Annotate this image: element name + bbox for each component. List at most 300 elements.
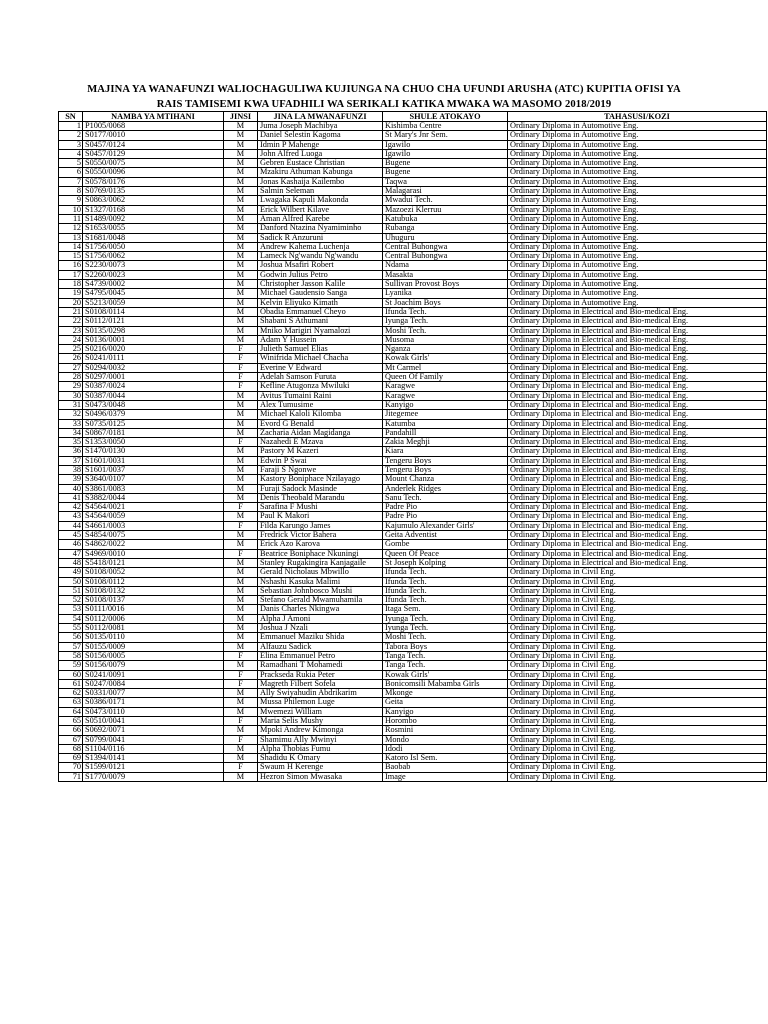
cell-school: Bonicomsili Mabamba Girls — [383, 679, 508, 688]
cell-student-name: Alpha Thobias Fumu — [258, 744, 383, 753]
cell-exam-number: S0473/0110 — [83, 707, 224, 716]
cell-gender: M — [224, 168, 258, 177]
cell-school: Ifunda Tech. — [383, 307, 508, 316]
cell-course: Ordinary Diploma in Automotive Eng. — [508, 122, 767, 131]
cell-course: Ordinary Diploma in Automotive Eng. — [508, 168, 767, 177]
cell-sn: 21 — [59, 307, 83, 316]
cell-sn: 30 — [59, 391, 83, 400]
table-row — [59, 335, 767, 344]
cell-gender: M — [224, 465, 258, 474]
cell-sn: 2 — [59, 131, 83, 140]
cell-course: Ordinary Diploma in Civil Eng. — [508, 698, 767, 707]
cell-gender: M — [224, 726, 258, 735]
cell-student-name: Pastory M Kazeri — [258, 447, 383, 456]
cell-course: Ordinary Diploma in Electrical and Bio-medical Eng. — [508, 335, 767, 344]
table-row — [59, 512, 767, 521]
cell-gender: M — [224, 698, 258, 707]
cell-exam-number: S4795/0045 — [83, 289, 224, 298]
cell-sn: 38 — [59, 465, 83, 474]
cell-student-name: Mniko Marigiri Nyamalozi — [258, 326, 383, 335]
table-row — [59, 438, 767, 447]
cell-gender: M — [224, 642, 258, 651]
cell-school: Sanu Tech. — [383, 493, 508, 502]
cell-student-name: Alfauzu Sadick — [258, 642, 383, 651]
cell-course: Ordinary Diploma in Electrical and Bio-medical Eng. — [508, 307, 767, 316]
table-row — [59, 131, 767, 140]
cell-school: Lyanika — [383, 289, 508, 298]
cell-exam-number: S0216/0020 — [83, 345, 224, 354]
cell-school: Geita — [383, 698, 508, 707]
table-row — [59, 689, 767, 698]
cell-exam-number: S0457/0124 — [83, 140, 224, 149]
cell-exam-number: S0241/0091 — [83, 670, 224, 679]
cell-gender: M — [224, 326, 258, 335]
cell-gender: M — [224, 586, 258, 595]
cell-student-name: Nshashi Kasuka Malimi — [258, 577, 383, 586]
cell-course: Ordinary Diploma in Automotive Eng. — [508, 205, 767, 214]
cell-gender: M — [224, 270, 258, 279]
cell-exam-number: S0177/0010 — [83, 131, 224, 140]
cell-exam-number: S0387/0044 — [83, 391, 224, 400]
table-row — [59, 373, 767, 382]
cell-student-name: Alpha J Amoni — [258, 614, 383, 623]
cell-gender: M — [224, 428, 258, 437]
cell-gender: M — [224, 624, 258, 633]
cell-sn: 19 — [59, 289, 83, 298]
cell-school: Central Buhongwa — [383, 252, 508, 261]
cell-student-name: Furaji Sadock Masinde — [258, 484, 383, 493]
table-row — [59, 196, 767, 205]
cell-student-name: Joshua J Nzali — [258, 624, 383, 633]
cell-exam-number: S4661/0003 — [83, 521, 224, 530]
cell-student-name: Fredrick Victor Bahera — [258, 531, 383, 540]
cell-school: Igawilo — [383, 140, 508, 149]
cell-exam-number: S0135/0110 — [83, 633, 224, 642]
cell-student-name: Stefano Gerald Mwamuhamila — [258, 596, 383, 605]
cell-school: Tengeru Boys — [383, 456, 508, 465]
cell-school: Karagwe — [383, 382, 508, 391]
cell-sn: 70 — [59, 763, 83, 772]
cell-course: Ordinary Diploma in Automotive Eng. — [508, 177, 767, 186]
cell-sn: 44 — [59, 521, 83, 530]
table-row — [59, 317, 767, 326]
cell-student-name: Danford Ntazina Nyamiminho — [258, 224, 383, 233]
table-row — [59, 410, 767, 419]
cell-course: Ordinary Diploma in Civil Eng. — [508, 717, 767, 726]
cell-student-name: Swaum H Kerenge — [258, 763, 383, 772]
cell-student-name: Andrew Kahema Luchenja — [258, 242, 383, 251]
cell-gender: M — [224, 307, 258, 316]
cell-student-name: Adelah Samson Furuta — [258, 373, 383, 382]
table-row — [59, 586, 767, 595]
cell-exam-number: S0769/0135 — [83, 187, 224, 196]
cell-course: Ordinary Diploma in Civil Eng. — [508, 689, 767, 698]
cell-school: Ifunda Tech. — [383, 596, 508, 605]
cell-student-name: Avitus Tumaini Raini — [258, 391, 383, 400]
table-row — [59, 122, 767, 131]
cell-exam-number: S0496/0379 — [83, 410, 224, 419]
table-row — [59, 205, 767, 214]
cell-sn: 3 — [59, 140, 83, 149]
cell-gender: M — [224, 661, 258, 670]
table-row — [59, 531, 767, 540]
cell-gender: M — [224, 493, 258, 502]
cell-school: Idodi — [383, 744, 508, 753]
cell-sn: 67 — [59, 735, 83, 744]
cell-sn: 32 — [59, 410, 83, 419]
cell-school: Tabora Boys — [383, 642, 508, 651]
cell-course: Ordinary Diploma in Electrical and Bio-medical Eng. — [508, 447, 767, 456]
cell-course: Ordinary Diploma in Automotive Eng. — [508, 196, 767, 205]
cell-school: Mt Carmel — [383, 363, 508, 372]
table-row — [59, 224, 767, 233]
cell-student-name: Winifrida Michael Chacha — [258, 354, 383, 363]
cell-school: Malagarasi — [383, 187, 508, 196]
cell-school: Central Buhongwa — [383, 242, 508, 251]
cell-school: Padre Pio — [383, 512, 508, 521]
cell-gender: F — [224, 679, 258, 688]
cell-exam-number: S1770/0079 — [83, 772, 224, 781]
cell-course: Ordinary Diploma in Civil Eng. — [508, 670, 767, 679]
cell-sn: 66 — [59, 726, 83, 735]
cell-school: Padre Pio — [383, 503, 508, 512]
cell-gender: M — [224, 568, 258, 577]
cell-exam-number: S0108/0137 — [83, 596, 224, 605]
cell-course: Ordinary Diploma in Electrical and Bio-medical Eng. — [508, 503, 767, 512]
cell-exam-number: S0550/0075 — [83, 159, 224, 168]
cell-sn: 31 — [59, 400, 83, 409]
cell-exam-number: S0863/0062 — [83, 196, 224, 205]
cell-exam-number: S0156/0079 — [83, 661, 224, 670]
cell-school: Moshi Tech. — [383, 633, 508, 642]
cell-gender: M — [224, 187, 258, 196]
cell-course: Ordinary Diploma in Automotive Eng. — [508, 289, 767, 298]
cell-gender: M — [224, 335, 258, 344]
cell-exam-number: S0241/0111 — [83, 354, 224, 363]
cell-course: Ordinary Diploma in Automotive Eng. — [508, 298, 767, 307]
cell-sn: 14 — [59, 242, 83, 251]
cell-student-name: Paul K Makori — [258, 512, 383, 521]
cell-course: Ordinary Diploma in Civil Eng. — [508, 651, 767, 660]
cell-sn: 59 — [59, 661, 83, 670]
cell-school: Uhuguru — [383, 233, 508, 242]
cell-exam-number: S0331/0077 — [83, 689, 224, 698]
cell-sn: 46 — [59, 540, 83, 549]
table-row — [59, 354, 767, 363]
cell-exam-number: S4854/0075 — [83, 531, 224, 540]
cell-student-name: Godwin Julius Petro — [258, 270, 383, 279]
cell-gender: F — [224, 763, 258, 772]
table-row — [59, 289, 767, 298]
cell-school: Taqwa — [383, 177, 508, 186]
cell-course: Ordinary Diploma in Civil Eng. — [508, 642, 767, 651]
cell-school: St Joseph Kolping — [383, 558, 508, 567]
cell-sn: 22 — [59, 317, 83, 326]
table-row — [59, 159, 767, 168]
cell-exam-number: S4862/0022 — [83, 540, 224, 549]
cell-exam-number: S0867/0181 — [83, 428, 224, 437]
cell-student-name: Lwagaka Kapuli Makonda — [258, 196, 383, 205]
cell-student-name: Erick Azo Karova — [258, 540, 383, 549]
cell-exam-number: S4564/0059 — [83, 512, 224, 521]
cell-student-name: Joshua Msafiri Robert — [258, 261, 383, 270]
cell-course: Ordinary Diploma in Civil Eng. — [508, 679, 767, 688]
table-row — [59, 177, 767, 186]
cell-student-name: Juma Joseph Machibya — [258, 122, 383, 131]
cell-sn: 47 — [59, 549, 83, 558]
cell-gender: M — [224, 159, 258, 168]
cell-exam-number: S4564/0021 — [83, 503, 224, 512]
table-row — [59, 679, 767, 688]
cell-student-name: Gerald Nicholaus Mbwillo — [258, 568, 383, 577]
cell-gender: M — [224, 140, 258, 149]
cell-course: Ordinary Diploma in Automotive Eng. — [508, 261, 767, 270]
cell-student-name: Shadidu K Omary — [258, 754, 383, 763]
cell-sn: 55 — [59, 624, 83, 633]
cell-school: Sullivan Provost Boys — [383, 280, 508, 289]
cell-exam-number: S0473/0048 — [83, 400, 224, 409]
cell-gender: M — [224, 280, 258, 289]
cell-school: Kiara — [383, 447, 508, 456]
cell-course: Ordinary Diploma in Electrical and Bio-medical Eng. — [508, 540, 767, 549]
cell-school: Image — [383, 772, 508, 781]
cell-exam-number: S1327/0168 — [83, 205, 224, 214]
cell-sn: 60 — [59, 670, 83, 679]
table-row — [59, 391, 767, 400]
cell-sn: 41 — [59, 493, 83, 502]
table-row — [59, 754, 767, 763]
cell-student-name: Evord G Benald — [258, 419, 383, 428]
cell-school: Katubuka — [383, 214, 508, 223]
cell-student-name: Faraji S Ngonwe — [258, 465, 383, 474]
table-row — [59, 726, 767, 735]
cell-sn: 34 — [59, 428, 83, 437]
cell-course: Ordinary Diploma in Automotive Eng. — [508, 140, 767, 149]
cell-sn: 15 — [59, 252, 83, 261]
cell-student-name: Salmin Seleman — [258, 187, 383, 196]
cell-sn: 57 — [59, 642, 83, 651]
table-row — [59, 558, 767, 567]
cell-course: Ordinary Diploma in Electrical and Bio-medical Eng. — [508, 382, 767, 391]
cell-school: Rosmini — [383, 726, 508, 735]
header-course: TAHASUSI/KOZI — [508, 112, 767, 122]
cell-student-name: Mussa Philemon Luge — [258, 698, 383, 707]
cell-gender: M — [224, 400, 258, 409]
cell-course: Ordinary Diploma in Automotive Eng. — [508, 280, 767, 289]
table-row — [59, 140, 767, 149]
cell-exam-number: S0108/0112 — [83, 577, 224, 586]
table-row — [59, 363, 767, 372]
cell-student-name: Kastory Boniphace Nzilayago — [258, 475, 383, 484]
cell-course: Ordinary Diploma in Automotive Eng. — [508, 270, 767, 279]
cell-school: Ifunda Tech. — [383, 586, 508, 595]
table-row — [59, 484, 767, 493]
cell-sn: 39 — [59, 475, 83, 484]
cell-course: Ordinary Diploma in Electrical and Bio-medical Eng. — [508, 326, 767, 335]
cell-course: Ordinary Diploma in Electrical and Bio-medical Eng. — [508, 531, 767, 540]
cell-sn: 17 — [59, 270, 83, 279]
cell-sn: 29 — [59, 382, 83, 391]
cell-student-name: Aman Alfred Karebe — [258, 214, 383, 223]
cell-gender: M — [224, 512, 258, 521]
cell-school: Jitegemee — [383, 410, 508, 419]
table-row — [59, 280, 767, 289]
cell-gender: M — [224, 205, 258, 214]
cell-exam-number: S4969/0010 — [83, 549, 224, 558]
cell-exam-number: S0578/0176 — [83, 177, 224, 186]
cell-course: Ordinary Diploma in Civil Eng. — [508, 744, 767, 753]
cell-sn: 45 — [59, 531, 83, 540]
table-row — [59, 577, 767, 586]
cell-course: Ordinary Diploma in Civil Eng. — [508, 586, 767, 595]
table-row — [59, 549, 767, 558]
cell-sn: 10 — [59, 205, 83, 214]
cell-sn: 63 — [59, 698, 83, 707]
cell-gender: M — [224, 475, 258, 484]
cell-gender: M — [224, 447, 258, 456]
cell-sn: 49 — [59, 568, 83, 577]
cell-exam-number: S0510/0041 — [83, 717, 224, 726]
cell-course: Ordinary Diploma in Automotive Eng. — [508, 252, 767, 261]
cell-sn: 1 — [59, 122, 83, 131]
cell-school: Ifunda Tech. — [383, 577, 508, 586]
cell-student-name: Elina Emmanuel Petro — [258, 651, 383, 660]
cell-course: Ordinary Diploma in Automotive Eng. — [508, 224, 767, 233]
cell-exam-number: S0457/0129 — [83, 149, 224, 158]
cell-school: Tanga Tech. — [383, 661, 508, 670]
cell-school: Bugene — [383, 159, 508, 168]
cell-student-name: Danis Charles Nkingwa — [258, 605, 383, 614]
cell-student-name: Maria Selis Mushy — [258, 717, 383, 726]
cell-gender: M — [224, 317, 258, 326]
table-row — [59, 670, 767, 679]
cell-student-name: Alex Tumusime — [258, 400, 383, 409]
cell-school: Queen Of Family — [383, 373, 508, 382]
cell-gender: M — [224, 261, 258, 270]
cell-gender: M — [224, 298, 258, 307]
cell-school: Ndama — [383, 261, 508, 270]
cell-gender: F — [224, 354, 258, 363]
cell-sn: 18 — [59, 280, 83, 289]
table-row — [59, 596, 767, 605]
cell-student-name: Michael Kaloli Kilomba — [258, 410, 383, 419]
cell-school: Kishimba Centre — [383, 122, 508, 131]
cell-sn: 16 — [59, 261, 83, 270]
cell-school: Anderlek Ridges — [383, 484, 508, 493]
cell-sn: 7 — [59, 177, 83, 186]
cell-sn: 20 — [59, 298, 83, 307]
table-row — [59, 493, 767, 502]
table-row — [59, 456, 767, 465]
cell-exam-number: S1681/0048 — [83, 233, 224, 242]
cell-exam-number: S1489/0092 — [83, 214, 224, 223]
cell-student-name: Erick Wilbert Kilave — [258, 205, 383, 214]
cell-course: Ordinary Diploma in Automotive Eng. — [508, 159, 767, 168]
cell-course: Ordinary Diploma in Electrical and Bio-medical Eng. — [508, 419, 767, 428]
students-table — [58, 111, 767, 782]
cell-gender: M — [224, 391, 258, 400]
cell-student-name: Julieth Samuel Elias — [258, 345, 383, 354]
table-row — [59, 707, 767, 716]
cell-school: Mazoezi Klerruu — [383, 205, 508, 214]
title-line-2: RAIS TAMISEMI KWA UFADHILI WA SERIKALI KATIKA MWAKA WA MASOMO 2018/2019 — [156, 99, 612, 110]
cell-gender: M — [224, 577, 258, 586]
cell-course: Ordinary Diploma in Automotive Eng. — [508, 131, 767, 140]
cell-gender: F — [224, 438, 258, 447]
cell-school: Bugene — [383, 168, 508, 177]
cell-student-name: Adam Y Hussein — [258, 335, 383, 344]
cell-student-name: Emmanuel Maziku Shida — [258, 633, 383, 642]
cell-student-name: Obadia Emmanuel Cheyo — [258, 307, 383, 316]
cell-course: Ordinary Diploma in Electrical and Bio-medical Eng. — [508, 475, 767, 484]
cell-gender: F — [224, 670, 258, 679]
table-row — [59, 540, 767, 549]
table-row — [59, 270, 767, 279]
cell-student-name: Hezron Simon Mwasaka — [258, 772, 383, 781]
cell-student-name: Mwemezi William — [258, 707, 383, 716]
cell-school: Kajumulo Alexander Girls' — [383, 521, 508, 530]
cell-gender: M — [224, 484, 258, 493]
cell-exam-number: S0294/0032 — [83, 363, 224, 372]
cell-gender: F — [224, 735, 258, 744]
cell-sn: 50 — [59, 577, 83, 586]
cell-gender: F — [224, 363, 258, 372]
document-title — [0, 82, 768, 112]
cell-student-name: Gebren Eustace Christian — [258, 159, 383, 168]
table-row — [59, 614, 767, 623]
cell-gender: M — [224, 131, 258, 140]
cell-exam-number: S3861/0083 — [83, 484, 224, 493]
cell-gender: M — [224, 242, 258, 251]
cell-student-name: Mpoki Andrew Kimonga — [258, 726, 383, 735]
cell-sn: 48 — [59, 558, 83, 567]
cell-course: Ordinary Diploma in Electrical and Bio-medical Eng. — [508, 512, 767, 521]
cell-student-name: Nazahedi E Mzava — [258, 438, 383, 447]
cell-gender: M — [224, 596, 258, 605]
cell-student-name: Prackseda Rukia Peter — [258, 670, 383, 679]
cell-exam-number: S0136/0001 — [83, 335, 224, 344]
cell-course: Ordinary Diploma in Civil Eng. — [508, 735, 767, 744]
cell-student-name: Michael Gaudensio Sanga — [258, 289, 383, 298]
cell-exam-number: S0135/0298 — [83, 326, 224, 335]
cell-course: Ordinary Diploma in Civil Eng. — [508, 754, 767, 763]
cell-student-name: Kelvin Eliyuko Kimath — [258, 298, 383, 307]
table-row — [59, 735, 767, 744]
cell-school: Horombo — [383, 717, 508, 726]
cell-sn: 12 — [59, 224, 83, 233]
cell-exam-number: S1601/0031 — [83, 456, 224, 465]
cell-gender: F — [224, 503, 258, 512]
cell-sn: 11 — [59, 214, 83, 223]
cell-gender: M — [224, 605, 258, 614]
cell-school: Mondo — [383, 735, 508, 744]
cell-gender: M — [224, 558, 258, 567]
cell-course: Ordinary Diploma in Civil Eng. — [508, 605, 767, 614]
cell-student-name: Zacharia Aidan Magidanga — [258, 428, 383, 437]
cell-exam-number: S1104/0116 — [83, 744, 224, 753]
cell-school: Mount Chanza — [383, 475, 508, 484]
cell-school: Pandahill — [383, 428, 508, 437]
cell-course: Ordinary Diploma in Civil Eng. — [508, 661, 767, 670]
cell-course: Ordinary Diploma in Electrical and Bio-medical Eng. — [508, 391, 767, 400]
table-row — [59, 428, 767, 437]
cell-sn: 52 — [59, 596, 83, 605]
cell-gender: F — [224, 549, 258, 558]
cell-sn: 65 — [59, 717, 83, 726]
cell-school: St Mary's Jnr Sem. — [383, 131, 508, 140]
cell-school: St Joachim Boys — [383, 298, 508, 307]
cell-student-name: Kefline Atugonza Mwiluki — [258, 382, 383, 391]
